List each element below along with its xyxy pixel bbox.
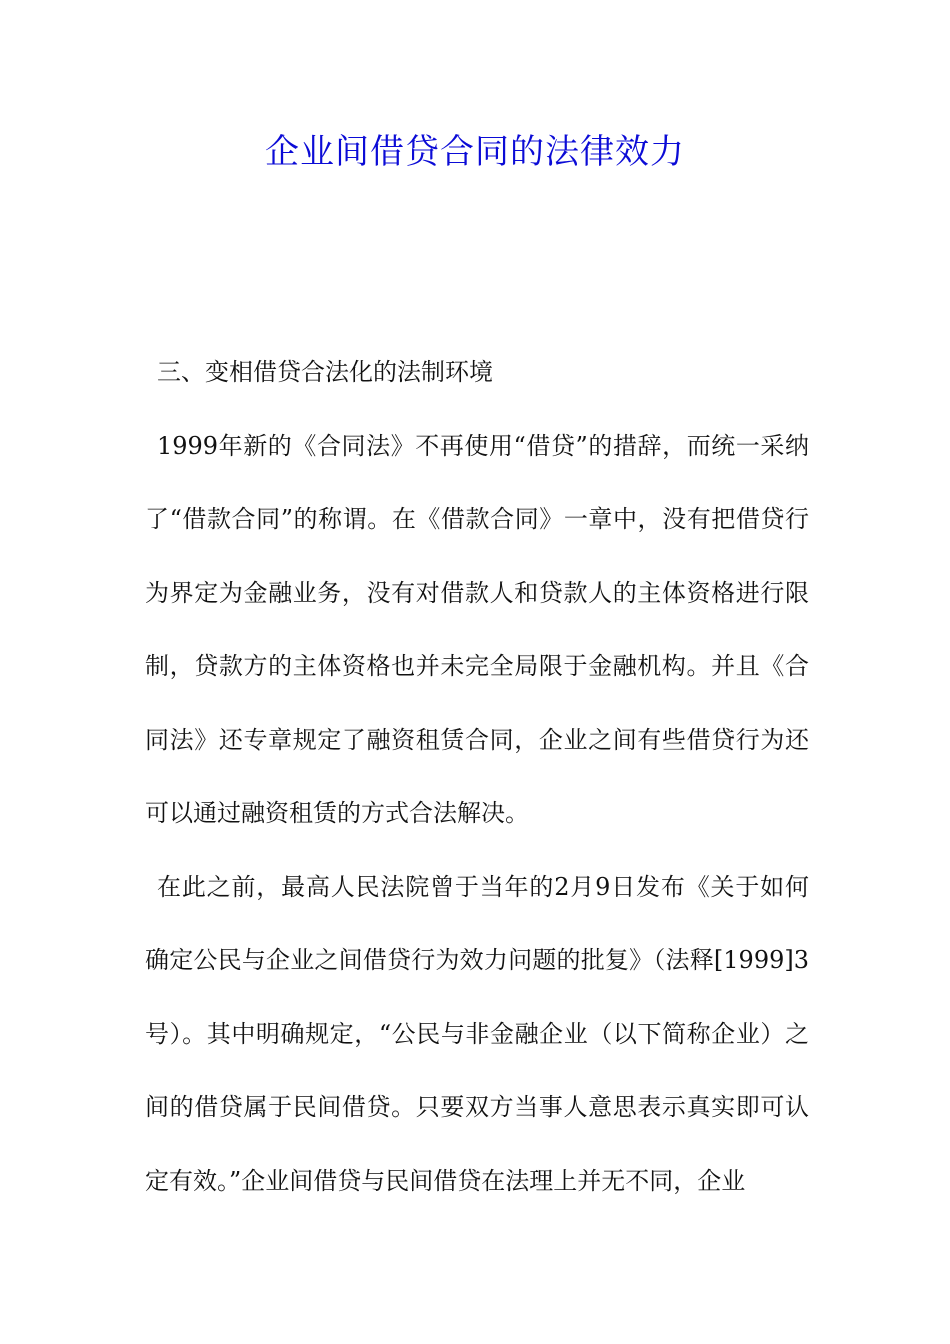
paragraph-1: 1999年新的《合同法》不再使用“借贷”的措辞，而统一采纳了“借款合同”的称谓。在《借款合同》一章中，没有把借贷行为界定为金融业务，没有对借款人和贷款人的主体资格进行限制，贷款方的主体资格也并未完全局限于金融机构。并且《合同法》还专章规定了融资租赁合同，企业之间有些借贷行为还可以通过融资租赁的方式合法解决。 (145, 431, 809, 827)
paragraph-2: 在此之前，最高人民法院曾于当年的2月9日发布《关于如何确定公民与企业之间借贷行为效力问题的批复》（法释[1999]3号）。其中明确规定，“公民与非金融企业（以下简称企业）之间的借贷属于民间借贷。只要双方当事人意思表示真实即可认定有效。”企业间借贷与民间借贷在法理上并无不同，企业 (145, 872, 809, 1195)
section-heading: 三、变相借贷合法化的法制环境 (157, 358, 493, 386)
document-body (145, 336, 809, 1218)
document-title: 企业间借贷合同的法律效力 (265, 132, 685, 172)
